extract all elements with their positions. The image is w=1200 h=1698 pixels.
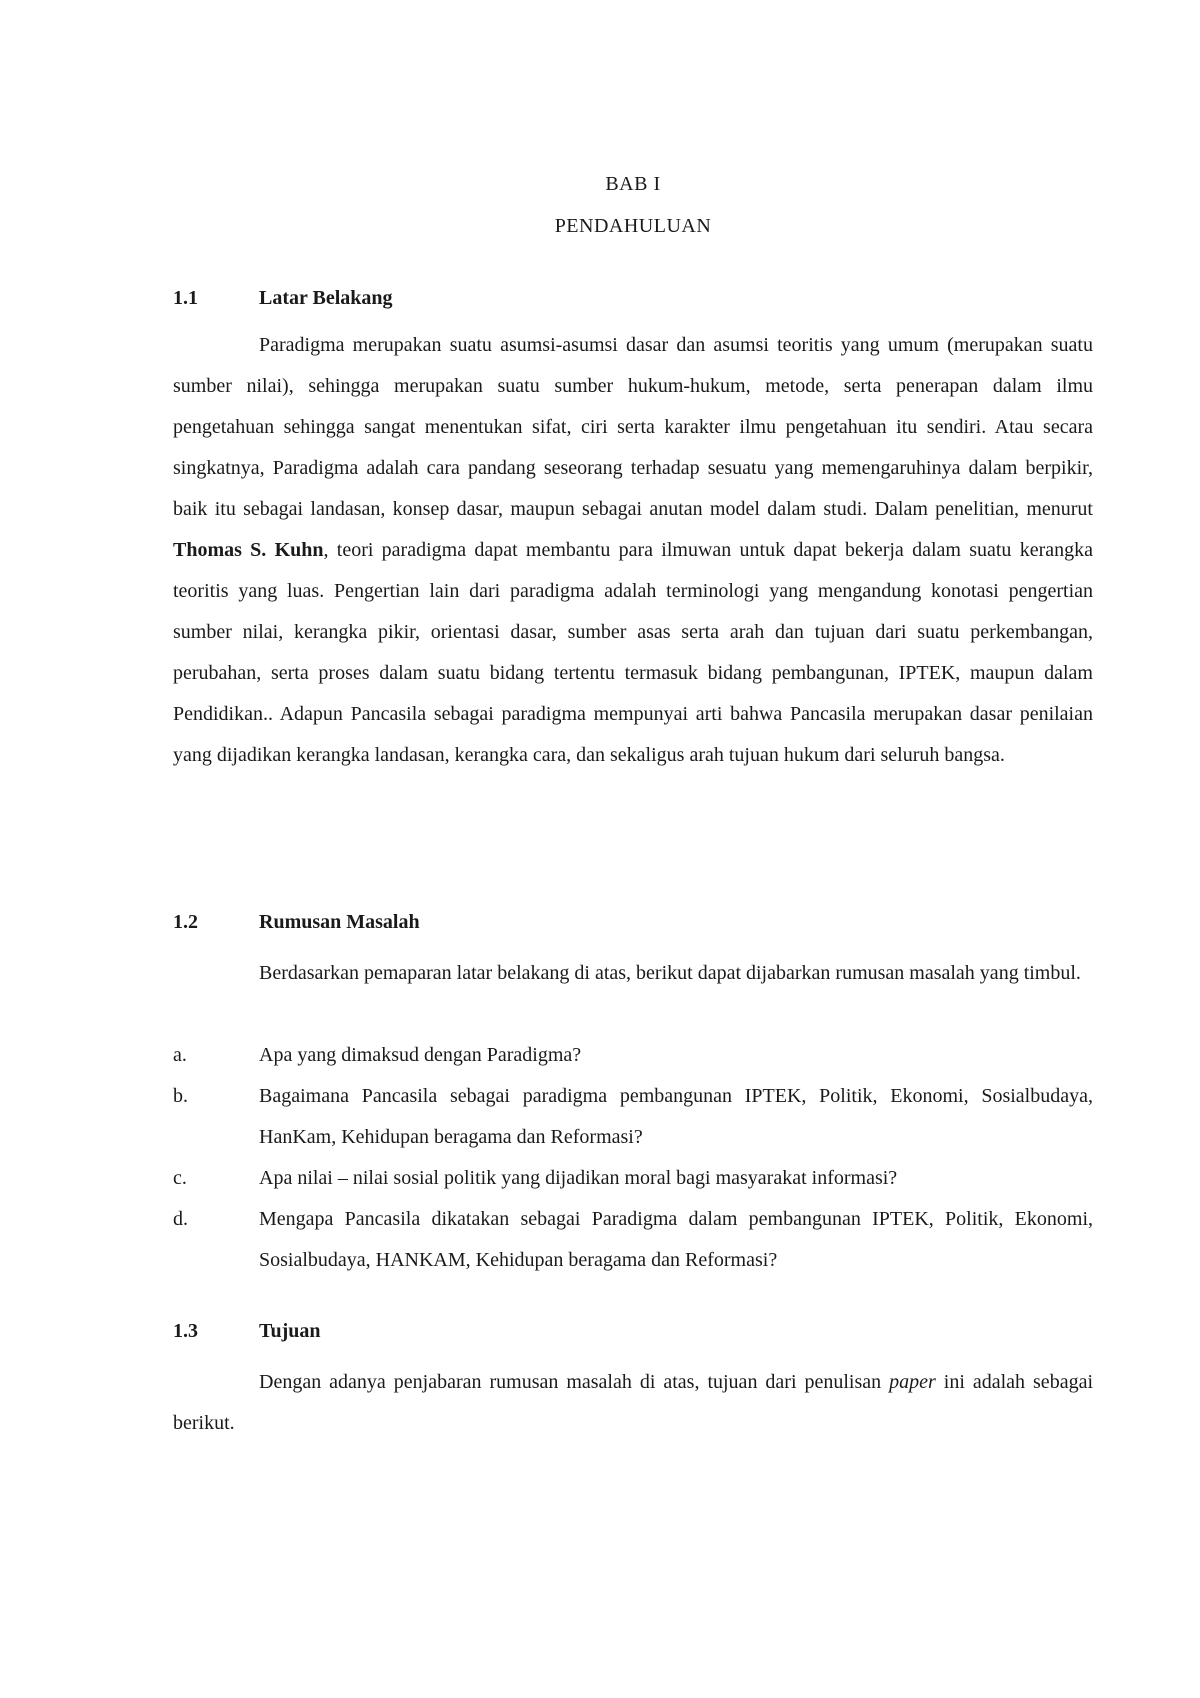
chapter-number: BAB I (605, 173, 661, 195)
section-heading-1-2 (173, 902, 1093, 943)
list-marker: a. (173, 1044, 187, 1066)
problem-paragraph: Berdasarkan pemaparan latar belakang di atas, berikut dapat dijabarkan rumusan masalah yang timbul. (259, 962, 1081, 984)
list-item (173, 1076, 1093, 1158)
chapter-title: PENDAHULUAN (554, 215, 712, 237)
section-title: Latar Belakang (259, 287, 393, 309)
list-item-text: Mengapa Pancasila dikatakan sebagai Paradigma dalam pembangunan IPTEK, Politik, Ekonomi, Sosialbudaya, HANKAM, Kehidupan beragama dan Reformasi? (259, 1208, 1093, 1271)
section-number: 1.3 (173, 1320, 198, 1342)
section-title: Tujuan (259, 1320, 321, 1342)
section-number: 1.1 (173, 287, 198, 309)
section-title: Rumusan Masalah (259, 911, 420, 933)
list-marker: c. (173, 1167, 187, 1189)
list-item-text: Apa nilai – nilai sosial politik yang dijadikan moral bagi masyarakat informasi? (259, 1167, 898, 1189)
section-heading-1-1 (173, 278, 1093, 319)
list-marker: b. (173, 1085, 188, 1107)
emphasized-word: paper (889, 1371, 936, 1393)
section-number: 1.2 (173, 911, 198, 933)
paragraph-text: Dengan adanya penjabaran rumusan masalah di atas, tujuan dari penulisan (259, 1371, 890, 1393)
paragraph-text: Paradigma merupakan suatu asumsi-asumsi dasar dan asumsi teoritis yang umum (merupakan suatu sumber nilai), sehingga merupakan suatu sumber hukum-hukum, metode, serta penerapan dalam ilmu pengetahuan sehingga sangat menentukan sifat, ciri serta karakter ilmu pengetahuan itu sendiri. Atau secara singkatnya, Paradigma adalah cara pandang seseorang terhadap sesuatu yang memengaruhinya dalam berpikir, baik itu sebagai landasan, konsep dasar, maupun sebagai anutan model dalam studi. Dalam penelitian, menurut (173, 334, 1093, 520)
objective-paragraph (173, 1362, 1093, 1444)
paragraph-text: ini adalah sebagai berikut. (173, 1371, 1093, 1434)
author-name: Thomas S. Kuhn (173, 539, 324, 561)
background-paragraph (173, 325, 1093, 776)
list-item (173, 1199, 1093, 1281)
section-heading-1-3 (173, 1311, 1093, 1352)
list-marker: d. (173, 1208, 188, 1230)
paragraph-text: , teori paradigma dapat membantu para ilmuwan untuk dapat bekerja dalam suatu kerangka teoritis yang luas. Pengertian lain dari paradigma adalah terminologi yang mengandung konotasi pengertian sumber nilai, kerangka pikir, orientasi dasar, sumber asas serta arah dan tujuan dari suatu perkembangan, perubahan, serta proses dalam suatu bidang tertentu termasuk bidang pembangunan, IPTEK, maupun dalam Pendidikan.. Adapun Pancasila sebagai paradigma mempunyai arti bahwa Pancasila merupakan dasar penilaian yang dijadikan kerangka landasan, kerangka cara, dan sekaligus arah tujuan hukum dari seluruh bangsa. (173, 539, 1093, 766)
list-item (173, 1035, 1093, 1076)
list-item-text: Bagaimana Pancasila sebagai paradigma pembangunan IPTEK, Politik, Ekonomi, Sosialbudaya, HanKam, Kehidupan beragama dan Reformasi? (259, 1085, 1093, 1148)
problem-list (173, 1035, 1093, 1281)
list-item (173, 1158, 1093, 1199)
list-item-text: Apa yang dimaksud dengan Paradigma? (259, 1044, 582, 1066)
